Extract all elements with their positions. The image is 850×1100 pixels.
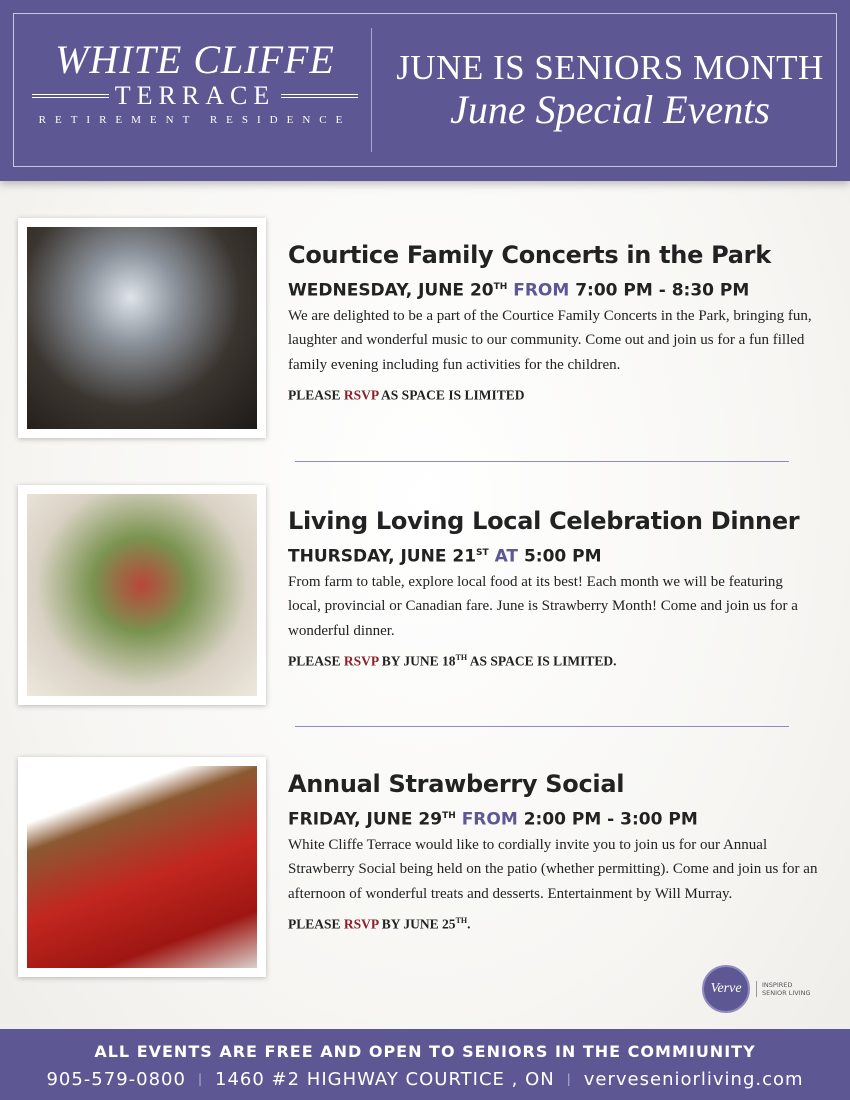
verve-tagline: INSPIRED SENIOR LIVING xyxy=(756,981,811,997)
event-1 xyxy=(288,240,818,404)
rsvp-note: PLEASE RSVP BY JUNE 18TH AS SPACE IS LIMITED. xyxy=(288,653,617,669)
event-title: Living Loving Local Celebration Dinner xyxy=(288,507,800,535)
header-title xyxy=(380,48,840,132)
verve-logo xyxy=(702,965,811,1013)
rsvp-note: PLEASE RSVP BY JUNE 25TH. xyxy=(288,916,471,932)
footer-headline: ALL EVENTS ARE FREE AND OPEN TO SENIORS IN THE COMMIUNITY xyxy=(94,1042,756,1061)
event-title: Annual Strawberry Social xyxy=(288,770,625,798)
event-2 xyxy=(288,506,818,670)
event-description: We are delighted to be a part of the Courtice Family Concerts in the Park, bringing fun, laughter and wonderful music to our community. Come out and join us for a fun filled family evening including fun activities for the children. xyxy=(288,307,812,373)
rsvp-note: PLEASE RSVP AS SPACE IS LIMITED xyxy=(288,387,525,403)
separator xyxy=(295,726,789,727)
event-date: WEDNESDAY, JUNE 20TH FROM 7:00 PM - 8:30 PM xyxy=(288,280,750,301)
strawberry-photo xyxy=(18,757,266,977)
phone-number: 905-579-0800 xyxy=(46,1069,186,1090)
separator: | xyxy=(566,1072,572,1086)
title-line1: JUNE IS SENIORS MONTH xyxy=(396,48,824,87)
separator xyxy=(295,461,789,462)
title-line2: June Special Events xyxy=(450,87,770,132)
salad-photo xyxy=(18,485,266,705)
footer-contact xyxy=(0,1069,850,1090)
header-divider xyxy=(371,28,372,152)
logo-terrace: TERRACE xyxy=(114,81,276,110)
concert-photo xyxy=(18,218,266,438)
event-3 xyxy=(288,769,818,933)
verve-circle-logo: Verve xyxy=(702,965,750,1013)
white-cliffe-logo xyxy=(32,38,358,126)
header-banner xyxy=(0,0,850,181)
footer xyxy=(0,1029,850,1100)
event-date: FRIDAY, JUNE 29TH FROM 2:00 PM - 3:00 PM xyxy=(288,809,698,830)
address: 1460 #2 HIGHWAY COURTICE , ON xyxy=(215,1069,555,1090)
website: verveseniorliving.com xyxy=(583,1069,804,1090)
event-description: White Cliffe Terrace would like to cordially invite you to join us for our Annual Strawberry Social being held on the patio (whether permitting). Come and join us for an afternoon of wonderful treats and desserts. Entertainment by Will Murray. xyxy=(288,836,818,902)
logo-subtitle: RETIREMENT RESIDENCE xyxy=(38,114,352,126)
separator: | xyxy=(197,1072,203,1086)
event-description: From farm to table, explore local food at its best! Each month we will be featuring local, provincial or Canadian fare. June is Strawberry Month! Come and join us for a wonderful dinner. xyxy=(288,573,798,639)
event-date: THURSDAY, JUNE 21ST AT 5:00 PM xyxy=(288,546,602,567)
logo-name: WHITE CLIFFE xyxy=(55,37,335,82)
event-title: Courtice Family Concerts in the Park xyxy=(288,241,771,269)
